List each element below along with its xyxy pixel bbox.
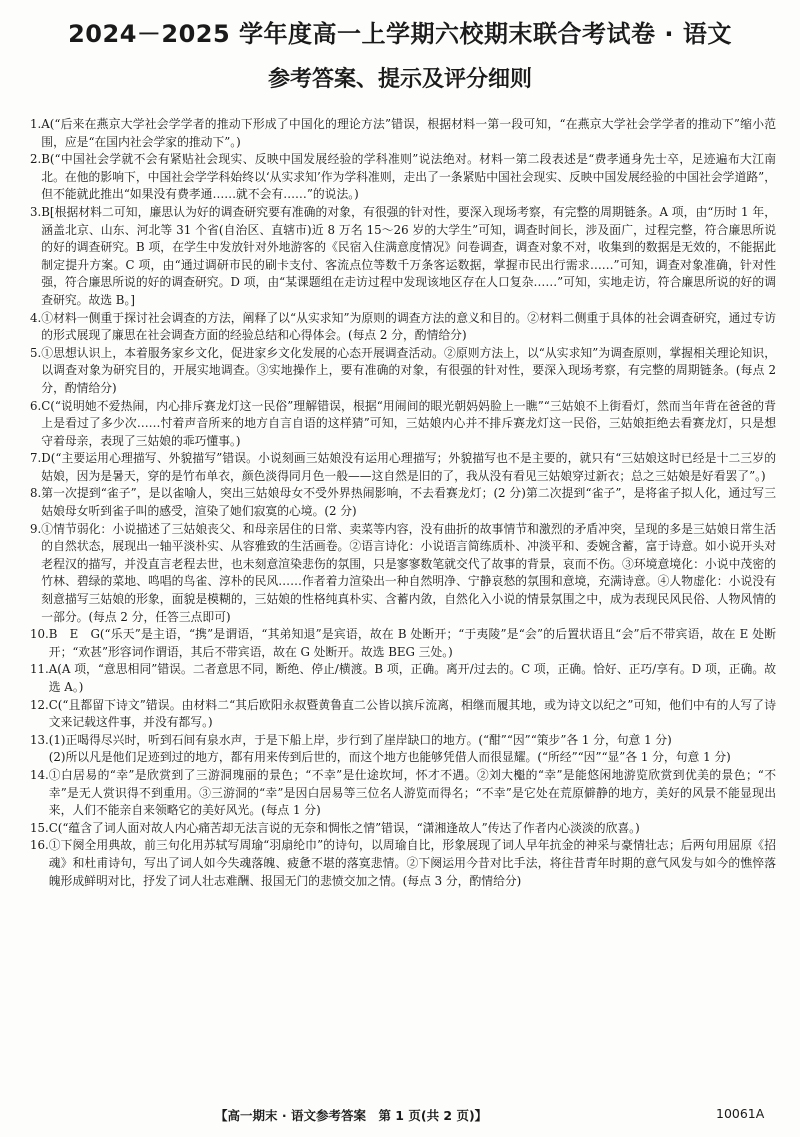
answer-item-14 <box>30 767 776 820</box>
exam-title: 2024－2025 学年度高一上学期六校期末联合考试卷 · 语文 <box>68 20 732 48</box>
footer-doc-code: 10061A <box>716 1106 765 1121</box>
item-number: 3. <box>30 204 42 219</box>
answer-item-9 <box>30 521 776 627</box>
item-number: 9. <box>30 521 42 536</box>
item-number: 15. <box>30 820 49 835</box>
item-text: (1)正喝得尽兴时，听到石间有泉水声，于是下船上岸，步行到了崖岸缺口的地方。(“酣”“因”“策步”各 1 分，句意 1 分) <box>48 732 672 747</box>
answer-item-13 <box>30 732 776 767</box>
item-number: 10. <box>30 627 49 642</box>
item-text: ①白居易的“幸”是欣赏到了三游洞瑰丽的景色；“不幸”是仕途坎坷，怀才不遇。②刘大櫆的“幸”是能悠闲地游览欣赏到优美的景色；“不幸”是无人赏识得不到重用。③三游洞的“幸”是因白居易等三位名人游览而得名；“不幸”是它处在荒原僻静的地方，美好的风景不能显现出来，人们不能亲自来领略它的美好风光。(每点 1 分) <box>48 767 776 818</box>
answer-item-11 <box>30 661 776 696</box>
item-number: 16. <box>30 838 49 853</box>
item-text: 第一次提到“雀子”，是以雀喻人，突出三姑娘母女不受外界热闹影响，不去看赛龙灯；(2 分)第二次提到“雀子”，是将雀子拟人化，通过写三姑娘母女听到雀子叫的感受，渲染了她们寂寞的心境。(2 分) <box>41 486 776 519</box>
answer-item-15 <box>30 820 776 838</box>
item-number: 13. <box>30 732 49 747</box>
item-number: 8. <box>30 486 42 501</box>
answer-item-2 <box>30 151 776 204</box>
item-number: 14. <box>30 767 49 782</box>
answer-item-4 <box>30 310 776 345</box>
item-number: 1. <box>30 117 42 131</box>
item-number: 12. <box>30 697 49 712</box>
item-subtext: (2)所以凡是他们足迹到过的地方，都有用来传到后世的，而这个地方也能够凭借人而很显耀。(“所经”“因”“显”各 1 分，句意 1 分) <box>48 750 731 765</box>
item-number: 5. <box>30 345 42 360</box>
answer-item-3 <box>30 204 776 310</box>
answer-list <box>30 116 776 890</box>
item-text: ①思想认识上，本着服务家乡文化，促进家乡文化发展的心态开展调查活动。②原则方法上，以“从实求知”为调查原则，掌握相关理论知识，以调查对象为研究目的，开展实地调查。③实地操作上，要有准确的对象，有很强的针对性，要深入现场考察，有完整的周期链条。(每点 2 分，酌情给分) <box>41 345 776 395</box>
item-number: 2. <box>30 152 42 167</box>
item-text: A(A 项，“意思相同”错误。二者意思不同，断绝、停止/横渡。B 项，正确。离开/过去的。C 项，正确。恰好、正巧/享有。D 项，正确。故选 A。) <box>48 662 776 694</box>
item-text: B[根据材料二可知，廉思认为好的调查研究要有准确的对象，有很强的针对性，要深入现场考察，有完整的周期链条。A 项，由“历时 1 年，涵盖北京、山东、河北等 31 个省(自治区、直辖市)近 8 万名 15～26 岁的大学生”可知，调查时间长，涉及面广，过程完整，符合廉思所说的好的调查研究。B 项，在学生中发放针对外地游客的《民宿入住满意度情况》问卷调查，调查对象不对，收集到的数据是无效的，不能据此制定提升方案。C 项，由“通过调研市民的刷卡支付、客流点位等数千万条客运数据，掌握市民出行需求……”可知，调查对象准确，针对性强，符合廉思所说的好的调查研究。D 项，由“某课题组在走访过程中发现该地区存在人口复杂……”可知，实地走访，符合廉思所说的好的调查研究。故选 B。] <box>41 204 776 307</box>
item-text: ①下阕全用典故，前三句化用苏轼写周瑜“羽扇纶巾”的诗句，以周瑜自比，形象展现了词人早年抗金的神采与豪情壮志；后两句用屈原《招魂》和杜甫诗句，写出了词人如今失魂落魄、疲惫不堪的落寞悲情。②下阕运用今昔对比手法，将往昔青年时期的意气风发与如今的憔悴落魄形成鲜明对比，抒发了词人壮志难酬、报国无门的悲愤交加之情。(每点 3 分，酌情给分) <box>48 838 776 888</box>
answer-item-1 <box>30 116 776 151</box>
item-text: C(“蕴含了词人面对故人内心痛苦却无法言说的无奈和惆怅之情”错误，“潇湘逢故人”传达了作者内心淡淡的欣喜。) <box>48 820 640 835</box>
item-text: C(“且都留下诗文”错误。由材料二“其后欧阳永叔暨黄鲁直二公皆以摈斥流离，相继而履其地，或为诗文以纪之”可知，他们中有的人写了诗文来记载这件事，并没有都写。) <box>48 697 776 730</box>
answer-item-16 <box>30 837 776 890</box>
answer-item-7 <box>30 450 776 485</box>
answer-item-12 <box>30 697 776 732</box>
item-text: A(“后来在燕京大学社会学学者的推动下形成了中国化的理论方法”错误，根据材料一第一段可知，“在燕京大学社会学学者的推动下”缩小范围，应是“在国内社会学家的推动下”。) <box>41 117 776 149</box>
item-text: D(“主要运用心理描写、外貌描写”错误。小说刻画三姑娘没有运用心理描写；外貌描写也不是主要的，就只有“三姑娘这时已经是十二三岁的姑娘，因为是暑天，穿的是竹布单衣，颜色淡得同月色一般——这自然是旧的了，我从没有看见三姑娘穿过新衣；总之三姑娘是好看罢了”。) <box>41 451 776 483</box>
item-text: ①情节弱化：小说描述了三姑娘丧父、和母亲居住的日常、卖菜等内容，没有曲折的故事情节和激烈的矛盾冲突，呈现的多是三姑娘日常生活的自然状态，展现出一轴平淡朴实、从容雅致的生活画卷。②语言诗化：小说语言简练质朴、冲淡平和、委婉含蓄，富于诗意。如小说开头对老程汉的描写，并没直言老程去世，也未刻意渲染悲伤的氛围，只是寥寥数笔就交代了故事的背景，哀而不伤。③环境意境化：小说中茂密的竹林、碧绿的菜地、鸣唱的鸟雀、淳朴的民风……作者着力渲染出一种自然明净、宁静哀愁的氛围和意境，充满诗意。④人物虚化：小说没有刻意描写三姑娘的形象，面貌是模糊的，三姑娘的性格纯真朴实、含蓄内敛，自然化入小说的情景氛围之中，成为表现民风民俗、人物风情的一部分。(每点 2 分，任答三点即可) <box>41 521 776 624</box>
item-number: 6. <box>30 398 42 413</box>
item-text: B E G(“乐天”是主语，“携”是谓语，“其弟知退”是宾语，故在 B 处断开；“于夷陵”是“会”的后置状语且“会”后不带宾语，故在 E 处断开；“欢甚”形容词作谓语，其后不带宾语，故在 G 处断开。故选 BEG 三处。) <box>48 627 776 659</box>
item-number: 7. <box>30 451 42 466</box>
item-text: ①材料一侧重于探讨社会调查的方法，阐释了以“从实求知”为原则的调查方法的意义和目的。②材料二侧重于具体的社会调查研究，通过专访的形式展现了廉思在社会调查方面的经验总结和心得体会。(每点 2 分，酌情给分) <box>41 310 776 343</box>
answer-item-8 <box>30 485 776 520</box>
answer-item-5 <box>30 345 776 398</box>
item-text: C(“说明她不爱热闹，内心排斥赛龙灯这一民俗”理解错误，根据“用闹间的眼光朝妈妈脸上一瞧”“三姑娘不上街看灯，然而当年背在爸爸的背上是看过了多少次……忖着声音所来的地方自言自语的这样猜”可知，三姑娘内心并不排斥赛龙灯这一民俗，三姑娘拒绝去看赛龙灯，只是想守着母亲，表现了三姑娘的乖巧懂事。) <box>41 398 776 448</box>
answer-item-10 <box>30 626 776 661</box>
footer-page-info: 【高一期末 · 语文参考答案 第 1 页(共 2 页)】 <box>215 1108 488 1123</box>
item-text: B(“中国社会学就不会有紧贴社会现实、反映中国发展经验的学科准则”说法绝对。材料一第二段表述是“费孝通身先士卒，足迹遍布大江南北。在他的影响下，中国社会学学科始终以‘从实求知’作为学科准则，走出了一条紧贴中国社会现实、反映中国发展经验的中国社会学道路”，但不能就此推出“如果没有费孝通……就不会有……”的说法。) <box>41 152 776 202</box>
item-number: 4. <box>30 310 42 325</box>
answer-item-6 <box>30 398 776 451</box>
answer-key-subtitle: 参考答案、提示及评分细则 <box>267 67 532 92</box>
item-number: 11. <box>30 662 49 677</box>
